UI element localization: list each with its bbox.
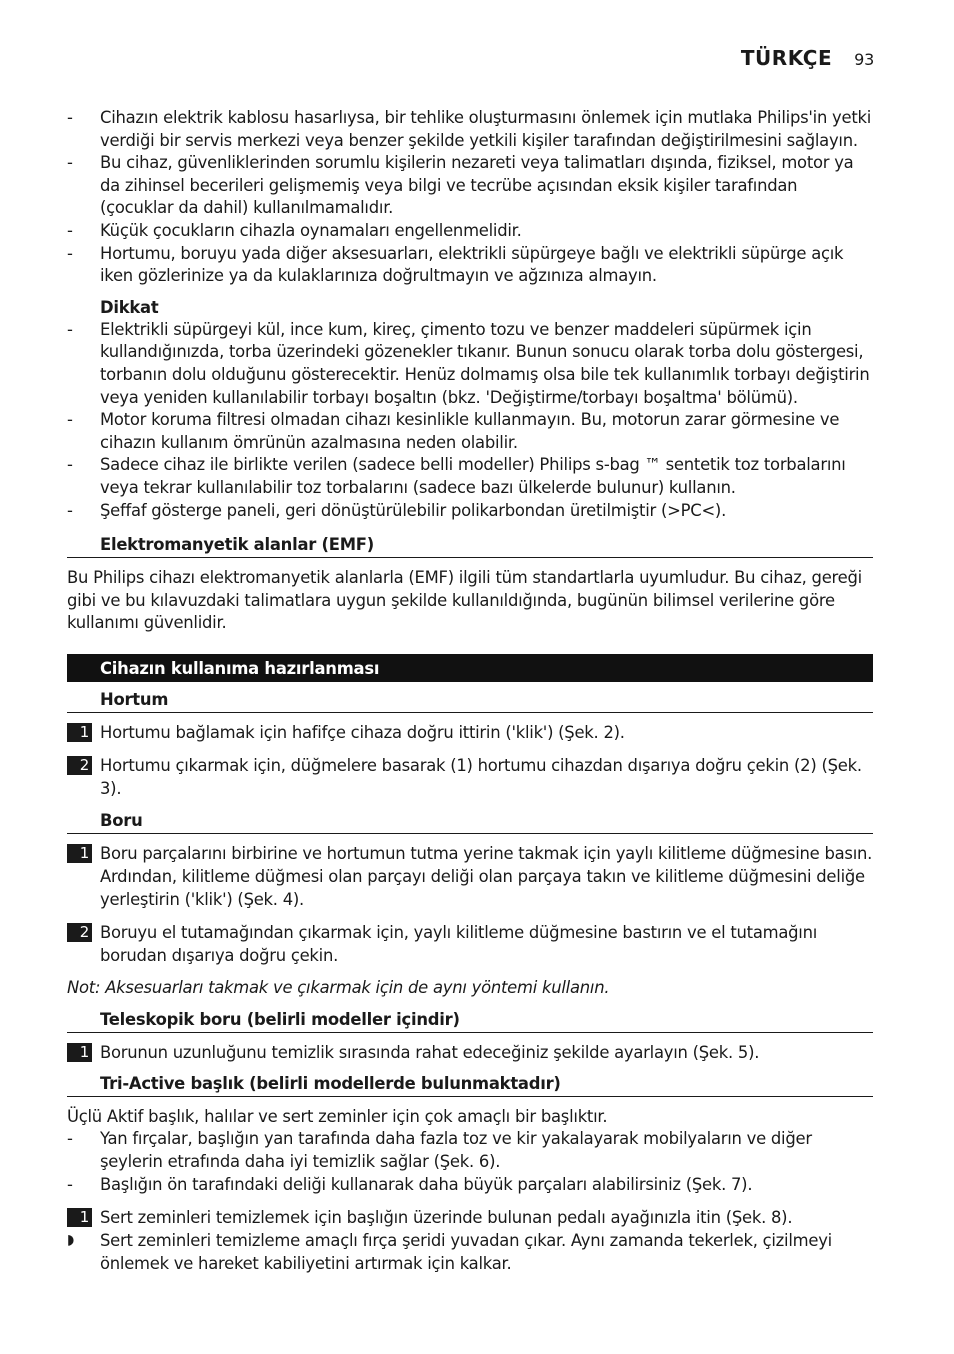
hose-step-1: 1 Hortumu bağlamak için hafifçe cihaza doğru ittirin ('klik') (Şek. 2). (67, 721, 873, 744)
list-item: - Şeffaf gösterge paneli, geri dönüştürülebilir polikarbondan üretilmiştir (>PC<). (67, 500, 873, 523)
dash-bullet: - (67, 1174, 73, 1194)
emf-paragraph: Bu Philips cihazı elektromanyetik alanlarla (EMF) ilgili tüm standartlarla uyumludur. Bu cihaz, gereği gibi ve bu kılavuzdaki talimatlara uygun şekilde kullanıldığında, bugünün bilimsel verilerine göre kullanımı güvenlidir. (67, 568, 862, 633)
tube-heading: Boru (67, 810, 873, 834)
page-number: 93 (854, 50, 874, 69)
dash-bullet: - (67, 153, 73, 173)
hose-step-2: 2 Hortumu çıkarmak için, düğmelere basarak (1) hortumu cihazdan dışarıya doğru çekin (2) (Şek. 3). (67, 754, 873, 800)
list-item: - Başlığın ön tarafındaki deliği kullanarak daha büyük parçaları alabilirsiniz (Şek. 7). (67, 1174, 873, 1197)
list-item: - Yan fırçalar, başlığın yan tarafında daha fazla toz ve kir yakalayarak mobilyaların ve diğer şeylerin etrafında daha iyi temizlik sağlar (Şek. 6). (67, 1129, 812, 1172)
list-item: - Küçük çocukların cihazla oynamaları engellenmelidir. (67, 220, 873, 243)
dash-bullet: - (67, 319, 73, 339)
tube-step-1: 1 Boru parçalarını birbirine ve hortumun tutma yerine takmak için yaylı kilitleme düğmesine basın. Ardından, kilitleme düğmesi olan parçayı deliği olan parçaya takın ve kilitleme düğmesini deliğe yerleştirin ('klik') (Şek. 4). (67, 842, 873, 911)
note-text: Not: Aksesuarları takmak ve çıkarmak için de aynı yöntemi kullanın. (67, 977, 610, 997)
dash-bullet: - (67, 410, 73, 430)
list-item: - Sadece cihaz ile birlikte verilen (sadece belli modeller) Philips s-bag ™ sentetik toz torbalarını veya tekrar kullanılabilir toz torbalarını (sadece bazı ülkelerde bulunur) kullanın. (67, 455, 846, 497)
page-content (67, 107, 873, 1275)
triactive-heading: Tri-Active başlık (belirli modellerde bulunmaktadır) (67, 1073, 873, 1097)
result-arrow-icon: ◗ (67, 1232, 75, 1249)
section-banner: Cihazın kullanıma hazırlanması (67, 654, 873, 682)
triactive-result: ◗ Sert zeminleri temizleme amaçlı fırça şeridi yuvadan çıkar. Aynı zamanda tekerlek, çizilmeyi önlemek ve hareket kabiliyetini artırmak için kalkar. (67, 1231, 832, 1274)
step-number-badge: 1 (67, 723, 92, 742)
list-item: - Bu cihaz, güvenliklerinden sorumlu kişilerin nezareti veya talimatları dışında, fiziksel, motor ya da zihinsel becerileri gelişmemiş veya bilgi ve tecrübe açısından eksik kişiler tarafından (çocuklar da dahil) kullanılmamalıdır. (67, 153, 854, 218)
list-item: - Motor koruma filtresi olmadan cihazı kesinlikle kullanmayın. Bu, motorun zarar görmesine ve cihazın kullanım ömrünün azalmasına neden olabilir. (67, 410, 840, 452)
step-number-badge: 1 (67, 1208, 92, 1227)
triactive-step-1: 1 Sert zeminleri temizlemek için başlığın üzerinde bulunan pedalı ayağınızla itin (Şek. 8). (67, 1206, 873, 1229)
triactive-intro: Üçlü Aktif başlık, halılar ve sert zeminler için çok amaçlı bir başlıktır. (67, 1106, 608, 1126)
page-header (741, 46, 874, 70)
telescopic-heading: Teleskopik boru (belirli modeller içindir) (67, 1009, 873, 1033)
step-number-badge: 2 (67, 923, 92, 942)
triactive-list (67, 1128, 873, 1196)
emf-heading: Elektromanyetik alanlar (EMF) (67, 534, 873, 558)
step-number-badge: 2 (67, 756, 92, 775)
intro-list (67, 107, 873, 288)
dash-bullet: - (67, 1129, 73, 1149)
dash-bullet: - (67, 243, 73, 263)
telescopic-step-1: 1 Borunun uzunluğunu temizlik sırasında rahat edeceğiniz şekilde ayarlayın (Şek. 5). (67, 1041, 873, 1064)
list-item: - Elektrikli süpürgeyi kül, ince kum, kireç, çimento tozu ve benzer maddeleri süpürmek için kullandığınızda, torba üzerindeki gözenekler tıkanır. Bunun sonucu olarak torba dolu göstergesi, torbanın dolu olduğunu gösterecektir. Henüz dolmamış olsa bile tek kullanımlık torbayı değiştirin veya yeniden kullanılabilir torbayı boşaltın (bkz. 'Değiştirme/torbayı boşaltma' bölümü). (67, 319, 870, 407)
list-item: - Cihazın elektrik kablosu hasarlıysa, bir tehlike oluşturmasını önlemek için mutlaka Philips'in yetki verdiği bir servis merkezi veya benzer şekilde yetkili kişiler tarafından değiştirilmesini sağlayın. (67, 108, 872, 150)
dash-bullet: - (67, 455, 73, 475)
caution-heading: Dikkat (100, 297, 159, 317)
tube-step-2: 2 Boruyu el tutamağından çıkarmak için, yaylı kilitleme düğmesine bastırın ve el tutamağını borudan dışarıya doğru çekin. (67, 921, 873, 967)
list-item: - Hortumu, boruyu yada diğer aksesuarları, elektrikli süpürgeye bağlı ve elektrikli süpürge açık iken gözlerinize ya da kulaklarınıza doğrultmayın ve ağzınıza almayın. (67, 243, 844, 286)
dash-bullet: - (67, 220, 73, 240)
dash-bullet: - (67, 108, 73, 127)
step-number-badge: 1 (67, 844, 92, 863)
dash-bullet: - (67, 500, 73, 520)
language-label: TÜRKÇE (740, 46, 833, 70)
hose-heading: Hortum (67, 689, 873, 713)
caution-list (67, 319, 873, 522)
step-number-badge: 1 (67, 1043, 92, 1062)
